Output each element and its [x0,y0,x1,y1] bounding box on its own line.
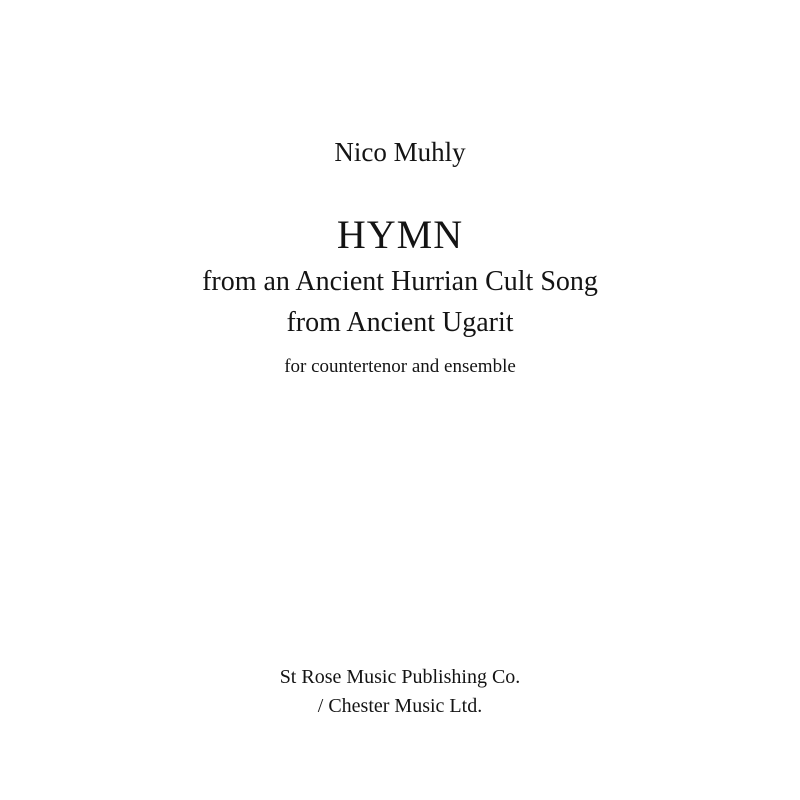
composer-name: Nico Muhly [334,137,466,167]
publisher-line2: / Chester Music Ltd. [317,695,483,717]
work-title: HYMN [336,212,464,257]
scoring-note: for countertenor and ensemble [284,356,516,377]
work-subtitle-line2: from Ancient Ugarit [286,307,514,338]
publisher-line1: St Rose Music Publishing Co. [279,666,521,688]
work-subtitle-line1: from an Ancient Hurrian Cult Song [202,266,598,297]
